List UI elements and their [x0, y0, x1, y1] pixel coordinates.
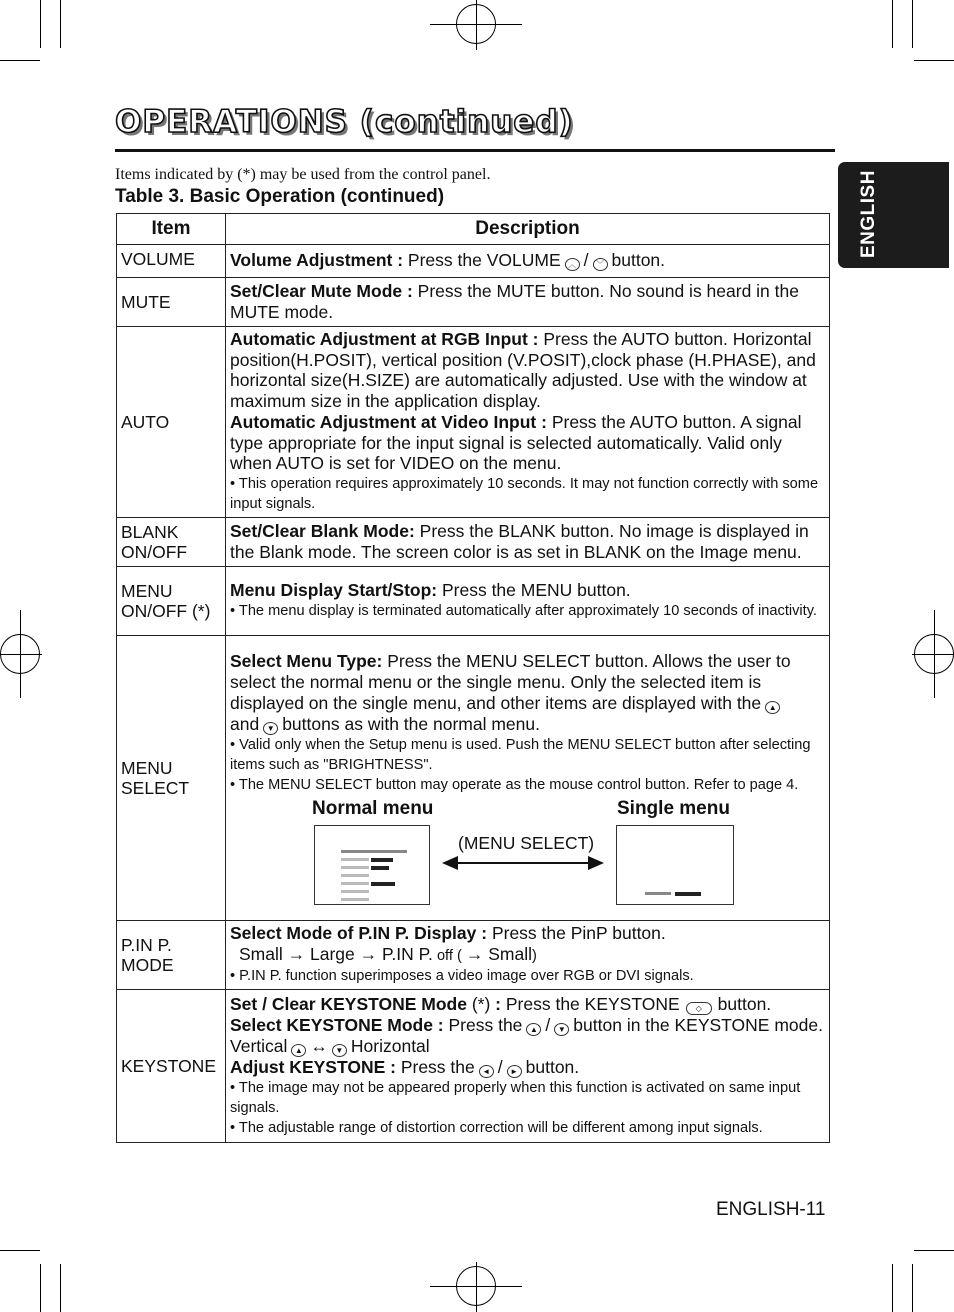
desc-text: Press the: [443, 1014, 523, 1035]
row-desc-volume: [226, 245, 830, 278]
item-label: MENU: [121, 757, 173, 778]
up-button-icon: ▲: [291, 1044, 306, 1057]
row-desc-menu-select: [226, 636, 830, 921]
intro-text: Items indicated by (*) may be used from the control panel.: [115, 166, 491, 183]
arrow-left-icon: [442, 856, 458, 870]
table-row: [117, 567, 830, 636]
page-title: OPERATIONS (continued): [115, 104, 574, 140]
desc-text: (*): [466, 993, 496, 1014]
table-header-row: [117, 214, 830, 245]
row-item-auto: [117, 327, 226, 518]
desc-text: buttons as with the normal menu.: [282, 713, 540, 734]
row-item-mute: [117, 278, 226, 327]
row-item-keystone: [117, 990, 226, 1143]
table-row: [117, 990, 830, 1143]
row-desc-menu-onoff: [226, 567, 830, 636]
table-row: [117, 327, 830, 518]
registration-cross: [430, 24, 522, 25]
row-item-volume: [117, 245, 226, 278]
item-label: ON/OFF (*): [121, 601, 211, 621]
registration-cross: [20, 610, 21, 698]
page-number: ENGLISH-11: [716, 1199, 826, 1220]
desc-text: Press the VOLUME: [403, 250, 561, 270]
crop-mark: [60, 0, 61, 48]
item-label: P.IN P.: [121, 934, 172, 955]
desc-text: ): [532, 947, 537, 964]
down-button-icon: ▼: [554, 1023, 569, 1036]
column-header-item: Item: [117, 214, 226, 245]
desc-note: • P.IN P. function superimposes a video image over RGB or DVI signals.: [230, 968, 694, 985]
single-menu-thumbnail: [616, 825, 734, 905]
volume-down-icon: ﹀: [593, 258, 608, 271]
desc-text: Press the MENU button.: [437, 580, 631, 601]
desc-text: Press the MUTE button. No sound is heard in the MUTE mode.: [230, 280, 799, 322]
desc-heading: Volume Adjustment :: [230, 250, 404, 270]
basic-operation-table: [116, 213, 830, 1143]
row-desc-pinp-mode: [226, 921, 830, 990]
registration-cross: [476, 1262, 477, 1312]
table-row: [117, 278, 830, 327]
desc-text: and: [230, 713, 260, 734]
registration-cross: [934, 610, 935, 698]
title-rule: [115, 149, 835, 152]
desc-heading: Set / Clear KEYSTONE Mode: [230, 993, 467, 1014]
up-button-icon: ▲: [765, 701, 780, 714]
keystone-button-icon: ◇: [686, 1002, 712, 1015]
down-button-icon: ▼: [332, 1044, 347, 1057]
row-item-menu-onoff: [117, 567, 226, 636]
desc-text: → Small: [465, 943, 533, 964]
desc-note: • The MENU SELECT button may operate as the mouse control button. Refer to page 4.: [230, 776, 799, 793]
table-title: Table 3. Basic Operation (continued): [115, 186, 445, 207]
row-desc-blank: [226, 518, 830, 567]
desc-note: • This operation requires approximately 10 seconds. It may not function correctly with some input signals.: [230, 476, 819, 513]
volume-up-icon: ︿: [565, 258, 580, 271]
double-arrow: [446, 862, 596, 864]
row-item-blank: [117, 518, 226, 567]
desc-note: • Valid only when the Setup menu is used. Push the MENU SELECT button after selecting items such as "BRIGHTNESS".: [230, 736, 811, 773]
single-menu-label: Single menu: [617, 797, 730, 819]
pinp-sequence: [230, 944, 537, 967]
crop-mark: [912, 1264, 913, 1312]
item-label: MENU: [121, 580, 173, 601]
table-row: [117, 636, 830, 921]
desc-heading: Select Menu Type:: [230, 651, 383, 672]
right-button-icon: ►: [507, 1065, 522, 1078]
item-label: MODE: [121, 955, 174, 975]
menu-select-figure: [230, 795, 827, 907]
desc-heading: Select Mode of P.IN P. Display :: [230, 922, 488, 943]
down-button-icon: ▼: [263, 722, 278, 735]
desc-note: • The adjustable range of distortion correction will be different among input signals.: [230, 1119, 763, 1136]
row-desc-auto: [226, 327, 830, 518]
crop-mark: [0, 60, 40, 61]
desc-note: • The image may not be appeared properly when this function is activated on same input signals.: [230, 1079, 801, 1116]
menu-select-label: (MENU SELECT): [458, 832, 595, 853]
desc-text: button.: [717, 993, 772, 1014]
desc-heading: :: [495, 993, 501, 1014]
item-label: VOLUME: [121, 249, 195, 269]
desc-note: • The menu display is terminated automatically after approximately 10 seconds of inactivity.: [230, 602, 817, 619]
desc-heading: Set/Clear Mute Mode :: [230, 280, 413, 301]
row-desc-keystone: [226, 990, 830, 1143]
up-button-icon: ▲: [526, 1023, 541, 1036]
separator: /: [545, 1014, 551, 1035]
desc-text: off (: [432, 947, 466, 964]
item-label: MUTE: [121, 291, 171, 312]
item-label: AUTO: [121, 411, 170, 432]
double-arrow-icon: ↔: [310, 1035, 328, 1056]
column-header-description: Description: [226, 214, 830, 245]
item-label: KEYSTONE: [121, 1055, 216, 1076]
item-label: BLANK: [121, 521, 179, 542]
desc-text: button.: [525, 1056, 580, 1077]
registration-cross: [430, 1286, 522, 1287]
desc-text: Press the MENU SELECT button. Allows the user to select the normal menu or the single menu. Only the selected item is displayed on the single menu, and other items are displayed with the: [230, 651, 791, 713]
crop-mark: [892, 0, 893, 48]
desc-heading: Set/Clear Blank Mode:: [230, 520, 415, 541]
crop-mark: [892, 1264, 893, 1312]
language-tab-label: ENGLISH: [858, 170, 879, 258]
crop-mark: [914, 60, 954, 61]
desc-text: Press the PinP button.: [487, 922, 666, 943]
left-button-icon: ◄: [479, 1065, 494, 1078]
desc-text: Press the KEYSTONE: [501, 993, 680, 1014]
separator: /: [497, 1056, 503, 1077]
crop-mark: [0, 1250, 40, 1251]
crop-mark: [914, 1250, 954, 1251]
normal-menu-label: Normal menu: [312, 797, 434, 819]
table-row: [117, 921, 830, 990]
row-item-pinp-mode: [117, 921, 226, 990]
row-desc-mute: [226, 278, 830, 327]
crop-mark: [912, 0, 913, 48]
registration-cross: [0, 654, 42, 655]
desc-text: Press the: [395, 1056, 475, 1077]
desc-text: button.: [611, 250, 666, 270]
crop-mark: [60, 1264, 61, 1312]
desc-text: Small → Large → P.IN P.: [239, 943, 433, 964]
desc-heading: Automatic Adjustment at Video Input :: [230, 411, 547, 432]
language-tab: [838, 162, 949, 268]
desc-heading: Select KEYSTONE Mode :: [230, 1014, 444, 1035]
row-item-menu-select: [117, 636, 226, 921]
desc-text: Press the BLANK button. No image is displayed in the Blank mode. The screen color is as set in BLANK on the Image menu.: [230, 520, 809, 562]
item-label: ON/OFF: [121, 542, 188, 562]
crop-mark: [40, 1264, 41, 1312]
crop-mark: [40, 0, 41, 48]
separator: /: [583, 250, 589, 270]
desc-heading: Automatic Adjustment at RGB Input :: [230, 328, 539, 349]
desc-text: Press the AUTO button. Horizontal position(H.POSIT), vertical position (V.POSIT),clock phase (H.PHASE), and horizontal size(H.SIZE) are automatically adjusted. Use with the window at maximum size in the application display.: [230, 328, 816, 412]
desc-text: Press the AUTO button. A signal type appropriate for the input signal is selected automatically. Valid only when AUTO is set for VIDEO on the menu.: [230, 411, 802, 474]
normal-menu-thumbnail: [314, 825, 430, 905]
registration-cross: [912, 654, 954, 655]
arrow-right-icon: [588, 856, 604, 870]
desc-heading: Adjust KEYSTONE :: [230, 1056, 396, 1077]
item-label: SELECT: [121, 778, 190, 798]
registration-cross: [476, 0, 477, 50]
desc-text: Horizontal: [350, 1035, 430, 1056]
desc-heading: Menu Display Start/Stop:: [230, 580, 438, 601]
table-row: [117, 518, 830, 567]
table-row: [117, 245, 830, 278]
desc-text: button in the KEYSTONE mode. Vertical: [230, 1014, 823, 1056]
